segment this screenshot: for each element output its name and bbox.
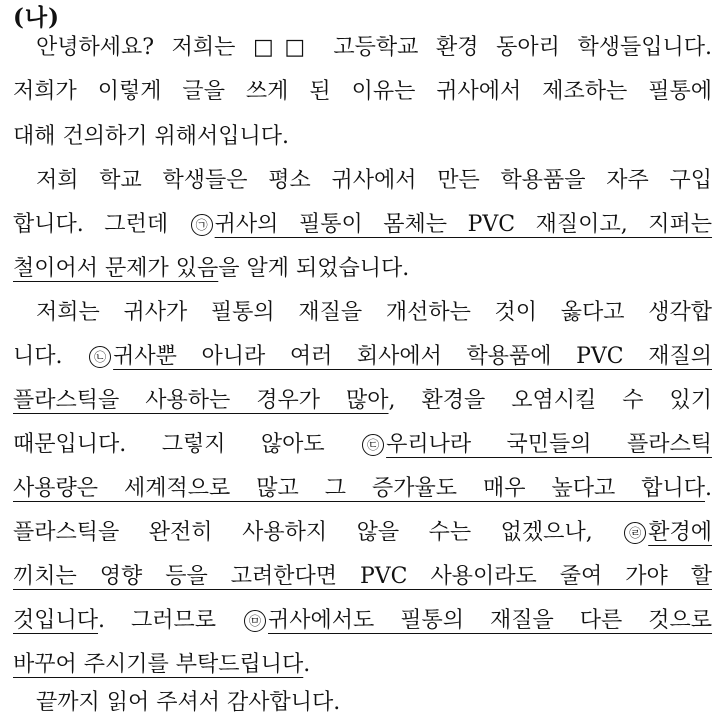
section-label: (나): [13, 4, 60, 31]
text-line: 저희가 이렇게 글을 쓰게 된 이유는 귀사에서 제조하는 필통에: [13, 79, 712, 104]
underlined-text: 귀사의 필통이 몸체는 PVC 재질이고, 지퍼는: [214, 212, 713, 237]
underlined-text: 플라스틱을 사용하는 경우가 많아: [13, 388, 389, 413]
underlined-text: 것입니다: [13, 608, 99, 633]
text-line: 합니다. 그런데 ㉠ 귀사의 필통이 몸체는 PVC 재질이고, 지퍼는: [13, 212, 713, 237]
text-line: 철이어서 문제가 있음을 알게 되었습니다.: [13, 256, 410, 281]
underlined-text: 귀사에서도 필통의 재질을 다른 것으로: [268, 608, 713, 633]
marker-giyeok: ㉠: [191, 214, 213, 236]
marker-digeut: ㉢: [362, 434, 384, 456]
text-line: 안녕하세요? 저희는 □□ 고등학교 환경 동아리 학생들입니다.: [36, 35, 712, 60]
text-line: 저희는 귀사가 필통의 재질을 개선하는 것이 옳다고 생각합: [36, 300, 712, 325]
underlined-text: 끼치는 영향 등을 고려한다면 PVC 사용이라도 줄여 가야 할: [13, 564, 712, 589]
text-line: 때문입니다. 그렇지 않아도 ㉢ 우리나라 국민들의 플라스틱: [13, 432, 712, 457]
text-line: 사용량은 세계적으로 많고 그 증가율도 매우 높다고 합니다.: [13, 476, 712, 501]
text-line: [13, 557, 712, 597]
text-line: 것입니다. 그러므로 ㉤ 귀사에서도 필통의 재질을 다른 것으로: [13, 608, 713, 633]
underlined-text: 귀사뿐 아니라 여러 회사에서 학용품에 PVC 재질의: [113, 344, 712, 369]
text-line: 플라스틱을 사용하는 경우가 많아, 환경을 오염시킬 수 있기: [13, 388, 712, 413]
underlined-text: 환경에: [648, 520, 712, 545]
text-line: 니다. ㉡ 귀사뿐 아니라 여러 회사에서 학용품에 PVC 재질의: [13, 344, 712, 369]
text-line: 대해 건의하기 위해서입니다.: [13, 124, 290, 149]
marker-nieun: ㉡: [89, 346, 111, 368]
underlined-text: 바꾸어 주시기를 부탁드립니다: [13, 652, 304, 677]
text-line: 끝까지 읽어 주셔서 감사합니다.: [36, 690, 341, 715]
underlined-text: 우리나라 국민들의 플라스틱: [386, 432, 712, 457]
marker-rieul: ㉣: [624, 522, 646, 544]
text-line: 저희 학교 학생들은 평소 귀사에서 만든 학용품을 자주 구입: [36, 168, 712, 193]
underlined-text: 사용량은 세계적으로 많고 그 증가율도 매우 높다고 합니다: [13, 476, 705, 501]
text-line: 바꾸어 주시기를 부탁드립니다.: [13, 652, 311, 677]
marker-mieum: ㉤: [244, 610, 266, 632]
underlined-text: 철이어서 문제가 있음: [13, 256, 219, 281]
text-line: 플라스틱을 완전히 사용하지 않을 수는 없겠으나, ㉣ 환경에: [13, 520, 712, 545]
